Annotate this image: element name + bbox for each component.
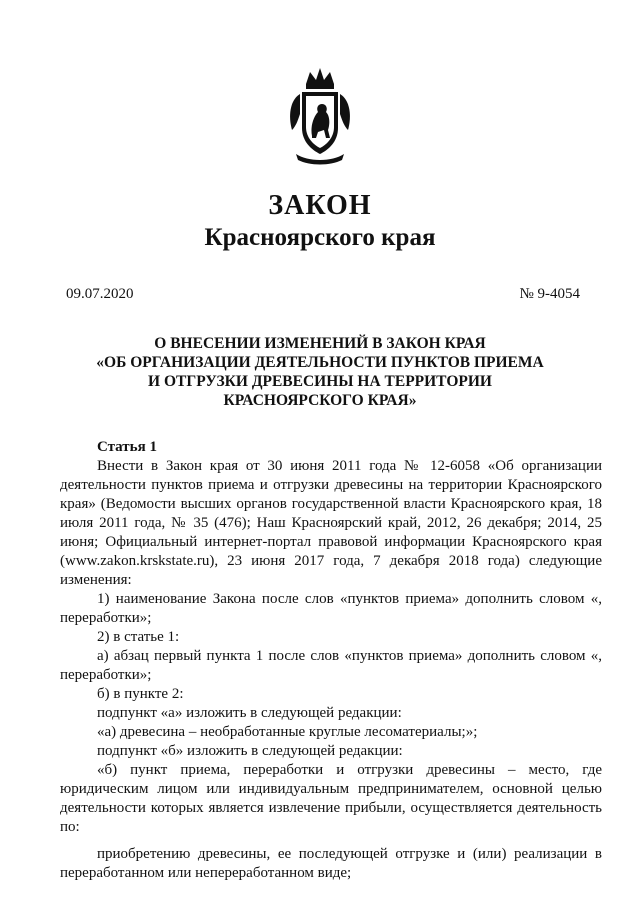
paragraph: подпункт «а» изложить в следующей редакции: bbox=[97, 705, 402, 721]
law-heading bbox=[0, 334, 640, 410]
document-subtitle: Красноярского края bbox=[204, 224, 436, 251]
paragraph: «а) древесина – необработанные круглые лесоматериалы;»; bbox=[97, 724, 478, 740]
document-body bbox=[60, 438, 602, 883]
document-number: № 9-4054 bbox=[519, 286, 580, 302]
paragraph: подпункт «б» изложить в следующей редакции: bbox=[97, 743, 403, 759]
paragraph: приобретению древесины, ее последующей отгрузке и (или) реализации в переработанном или непереработанном виде; bbox=[60, 846, 602, 881]
coat-of-arms-emblem bbox=[286, 66, 354, 166]
paragraph: 1) наименование Закона после слов «пунктов приема» дополнить словом «, переработки»; bbox=[60, 591, 602, 626]
paragraph: а) абзац первый пункта 1 после слов «пунктов приема» дополнить словом «, переработки»; bbox=[60, 648, 602, 683]
coat-of-arms-icon bbox=[286, 66, 354, 166]
article-title: Статья 1 bbox=[97, 439, 157, 455]
paragraph: Внести в Закон края от 30 июня 2011 года № 12-6058 «Об организации деятельности пунктов приема и отгрузки древесины на территории Красноярского края» (Ведомости высших органов государственной власти Красноярского края, 18 июля 2011 года, № 35 (476); Наш Красноярский край, 2012, 26 декабря; 2014, 25 июня; Официальный интернет-портал правовой информации Красноярского края (www.zakon.krskstate.ru), 23 июня 2017 года, 7 декабря 2018 года) следующие изменения: bbox=[60, 458, 602, 588]
heading-line: О ВНЕСЕНИИ ИЗМЕНЕНИЙ В ЗАКОН КРАЯ bbox=[154, 335, 486, 352]
paragraph: 2) в статье 1: bbox=[97, 629, 180, 645]
paragraph: «б) пункт приема, переработки и отгрузки древесины – место, где юридическим лицом или индивидуальным предпринимателем, основной целью деятельности которых является извлечение прибыли, осуществляется деятельность по: bbox=[60, 762, 602, 835]
document-title: ЗАКОН bbox=[268, 190, 372, 221]
heading-line: КРАСНОЯРСКОГО КРАЯ» bbox=[223, 392, 417, 409]
document-date: 09.07.2020 bbox=[66, 286, 134, 302]
heading-line: «ОБ ОРГАНИЗАЦИИ ДЕЯТЕЛЬНОСТИ ПУНКТОВ ПРИЕМА bbox=[96, 354, 544, 371]
heading-line: И ОТГРУЗКИ ДРЕВЕСИНЫ НА ТЕРРИТОРИИ bbox=[148, 373, 492, 390]
paragraph: б) в пункте 2: bbox=[97, 686, 184, 702]
